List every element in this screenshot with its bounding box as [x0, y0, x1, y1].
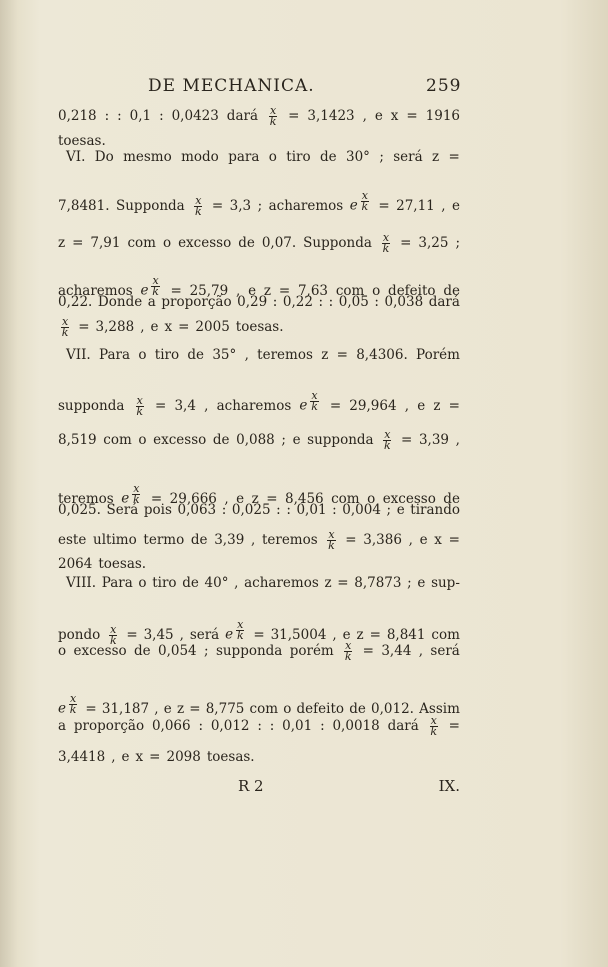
word: 25,79: [189, 282, 229, 299]
word: =: [400, 235, 412, 251]
word: toesas.: [98, 556, 147, 572]
word: proporção: [73, 718, 145, 734]
word: 3,45: [143, 626, 174, 643]
word: ;: [257, 197, 263, 214]
word: e: [417, 575, 426, 591]
word: o: [138, 347, 147, 363]
word: =: [211, 197, 224, 214]
text-line: [58, 428, 460, 452]
word: 3,1423: [307, 108, 355, 124]
word: Supponda: [115, 197, 185, 214]
text-line: [58, 189, 460, 218]
word: e: [342, 626, 351, 643]
word: ,: [250, 532, 256, 548]
text-line: [58, 231, 460, 255]
word: será: [189, 626, 220, 643]
word: toesas.: [58, 133, 106, 149]
word: modo: [181, 149, 219, 165]
word: [341, 641, 355, 662]
word: 3,39: [418, 432, 450, 448]
word: Donde: [97, 294, 143, 310]
word: [58, 317, 72, 338]
word: Supponda: [303, 235, 372, 251]
word: dará: [387, 718, 419, 734]
fraction-x-over-k: $\frac{x}{k}$: [136, 393, 144, 418]
word: =: [336, 347, 348, 363]
word: 0,025.: [58, 502, 101, 518]
word: 2098: [166, 749, 201, 765]
word: defeito: [388, 282, 436, 299]
word: Para: [99, 347, 131, 363]
word: 3,4418: [58, 749, 106, 765]
word: ultimo: [93, 532, 137, 548]
word: :: [198, 718, 203, 734]
word: :: [328, 294, 334, 310]
word: 8,7873: [354, 575, 402, 591]
word: =: [278, 282, 291, 299]
word: 27,11: [396, 197, 435, 214]
word: o: [268, 149, 277, 165]
word: z: [433, 397, 441, 414]
word: 29,964: [349, 397, 397, 414]
word: :: [272, 294, 278, 310]
word: =: [85, 700, 97, 717]
word: =: [378, 197, 390, 214]
word: 3,288: [95, 319, 135, 335]
text-line: [58, 692, 460, 717]
word: defeito: [296, 700, 345, 717]
word: [379, 233, 393, 254]
word: teremos: [257, 347, 313, 363]
word: =: [149, 749, 161, 765]
word: =: [448, 397, 460, 414]
text-line: [58, 748, 460, 766]
word: ,: [362, 108, 367, 124]
word: =: [406, 108, 418, 124]
word: =: [189, 700, 201, 717]
fraction-x-over-k: $\frac{x}{k}$: [61, 315, 69, 339]
word: [133, 393, 147, 418]
word: excesso: [153, 432, 207, 448]
word: 40°: [204, 575, 229, 591]
text-line: [58, 274, 460, 299]
word: 0,038: [384, 294, 424, 310]
word: sup-: [431, 575, 460, 591]
word: Porém: [416, 347, 460, 363]
word: :: [374, 294, 379, 310]
word: ,: [455, 432, 460, 448]
word: e: [292, 432, 301, 448]
word: e: [419, 532, 428, 548]
word: acharemos: [58, 282, 133, 299]
word: de: [349, 700, 366, 717]
word: porém: [289, 643, 334, 659]
word: acharemos: [268, 197, 344, 214]
word: 0,066: [151, 718, 191, 734]
word: teremos: [261, 532, 318, 548]
word: ,: [179, 626, 184, 643]
text-line: [58, 639, 460, 663]
fraction-x-over-k: x k: [236, 618, 244, 642]
text-line: [58, 389, 460, 418]
word: =: [448, 532, 460, 548]
text-line: [58, 574, 460, 592]
word: acharemos: [216, 397, 292, 414]
word: 29,666: [169, 490, 217, 507]
word: =: [288, 108, 300, 124]
word: 0,012.: [371, 700, 414, 717]
word: =: [329, 397, 342, 414]
text-line: [58, 528, 460, 552]
word: VII.: [66, 347, 91, 363]
word: e: [121, 749, 130, 765]
word: e $^{\frac{x}{k}}$: [121, 482, 140, 507]
word: ,: [408, 532, 413, 548]
fraction-x-over-k: x k: [132, 482, 140, 506]
word: 0,218: [58, 108, 97, 124]
word: 2064: [58, 556, 93, 572]
word: para: [228, 149, 260, 165]
text-line: [58, 555, 460, 573]
word: ,: [244, 347, 249, 363]
word: de: [187, 347, 205, 363]
word: proporção: [161, 294, 232, 310]
word: 3,25: [418, 235, 449, 251]
word: dará: [428, 294, 460, 310]
word: ,: [140, 319, 145, 335]
word: =: [150, 490, 163, 507]
word: 8,4306.: [356, 347, 408, 363]
word: 0,088: [236, 432, 275, 448]
word: Assim: [419, 700, 460, 717]
word: acharemos: [244, 575, 319, 591]
word: =: [170, 282, 182, 299]
word: toesas.: [235, 319, 284, 335]
word: =: [362, 643, 374, 659]
word: :: [276, 502, 281, 518]
word: z: [58, 235, 66, 251]
word: [427, 716, 441, 737]
word: supponda: [58, 397, 125, 414]
word: ,: [234, 575, 239, 591]
fraction-x-over-k: x k: [361, 189, 369, 213]
word: o: [138, 432, 147, 448]
word: de: [443, 490, 460, 507]
word: 3,44: [381, 643, 412, 659]
fraction-x-over-k: $\frac{x}{k}$: [109, 622, 117, 647]
word: pois: [143, 502, 172, 518]
fraction-x-over-k: $\frac{x}{k}$: [430, 714, 438, 738]
word: z: [324, 575, 332, 591]
word: =: [448, 149, 460, 165]
word: 3,386: [363, 532, 402, 548]
word: e $^{\frac{x}{k}}$: [349, 189, 369, 214]
word: ,: [404, 397, 410, 414]
text-line: [58, 714, 460, 738]
word: ,: [224, 490, 229, 507]
fraction-x-over-k: $\frac{x}{k}$: [382, 231, 390, 255]
word: com: [103, 432, 132, 448]
word: 0,22: [282, 294, 313, 310]
word: 3,4: [174, 397, 196, 414]
text-line: [58, 148, 460, 166]
word: de: [212, 432, 230, 448]
fraction-x-over-k: x k: [152, 274, 159, 298]
word: =: [266, 490, 278, 507]
word: e $^{\frac{x}{k}}$: [225, 618, 244, 643]
word: ,: [441, 197, 446, 214]
word: [191, 193, 205, 218]
word: [324, 530, 338, 551]
word: 31,187: [101, 700, 150, 717]
word: :: [221, 502, 227, 518]
word: ;: [204, 643, 209, 659]
word: ,: [332, 626, 337, 643]
word: =: [126, 626, 138, 643]
fraction-x-over-k: $\frac{x}{k}$: [328, 528, 335, 552]
word: Do: [94, 149, 114, 165]
word: tiro: [154, 347, 180, 363]
word: tirando: [410, 502, 460, 518]
word: :: [117, 108, 122, 124]
word: VIII.: [66, 575, 97, 591]
word: teremos: [58, 490, 114, 507]
word: 8,775: [205, 700, 245, 717]
word: 0,004: [342, 502, 381, 518]
word: :: [286, 502, 291, 518]
word: o: [162, 235, 172, 251]
word: 0,012: [210, 718, 250, 734]
word: será: [393, 149, 423, 165]
word: x: [164, 319, 173, 335]
text-line: [58, 501, 460, 519]
word: este: [58, 532, 87, 548]
word: 0,22.: [58, 294, 93, 310]
word: 0,07.: [261, 235, 297, 251]
word: e: [163, 700, 172, 717]
word: de: [182, 575, 199, 591]
word: Para: [101, 575, 133, 591]
text-line: [58, 346, 460, 364]
word: [266, 106, 280, 127]
word: a: [147, 294, 156, 310]
text-line: [58, 315, 460, 339]
word: o: [372, 282, 381, 299]
text-line: [58, 104, 460, 128]
word: =: [345, 532, 357, 548]
word: 0,054: [158, 643, 197, 659]
word: 0,01: [282, 718, 313, 734]
word: 8,519: [58, 432, 97, 448]
word: o: [283, 700, 292, 717]
word: ,: [154, 700, 159, 717]
running-header: [140, 76, 470, 100]
word: e: [396, 502, 405, 518]
word: :: [318, 294, 324, 310]
word: tiro: [286, 149, 311, 165]
word: e $^{\frac{x}{k}}$: [140, 274, 159, 299]
word: excesso: [178, 235, 232, 251]
word: z: [263, 282, 272, 299]
word: z: [321, 347, 329, 363]
word: de: [190, 532, 208, 548]
word: supponda: [307, 432, 374, 448]
fraction-x-over-k: x k: [69, 692, 77, 716]
word: VI.: [66, 149, 86, 165]
word: dará: [226, 108, 258, 124]
word: [380, 430, 394, 451]
text-line: [58, 293, 460, 311]
word: de: [134, 643, 151, 659]
word: mesmo: [123, 149, 172, 165]
word: 35°: [212, 347, 237, 363]
word: e: [374, 108, 383, 124]
word: 8,456: [284, 490, 324, 507]
word: :: [257, 718, 262, 734]
word: 7,63: [297, 282, 329, 299]
word: =: [253, 626, 265, 643]
word: e: [236, 490, 245, 507]
word: ;: [379, 149, 384, 165]
word: e $^{\frac{x}{k}}$: [58, 692, 77, 717]
word: 7,91: [90, 235, 121, 251]
word: z: [356, 626, 364, 643]
word: excesso: [73, 643, 127, 659]
text-line: [58, 618, 460, 647]
fraction-x-over-k: $\frac{x}{k}$: [344, 639, 352, 663]
word: 8,841: [386, 626, 426, 643]
word: Será: [106, 502, 139, 518]
word: 0,05: [338, 294, 369, 310]
word: :: [320, 718, 325, 734]
word: supponda: [215, 643, 283, 659]
word: =: [337, 575, 349, 591]
word: o: [367, 490, 376, 507]
word: e: [150, 319, 159, 335]
page-footer: [58, 777, 460, 799]
word: =: [369, 626, 381, 643]
word: com: [127, 235, 156, 251]
word: :: [159, 108, 164, 124]
word: ;: [281, 432, 286, 448]
word: 3,3: [229, 197, 252, 214]
word: x: [135, 749, 144, 765]
word: o: [138, 575, 147, 591]
word: z: [251, 490, 259, 507]
word: pondo: [58, 626, 101, 643]
fraction-x-over-k: x k: [311, 389, 318, 413]
word: a: [58, 718, 67, 734]
word: toesas.: [206, 749, 255, 765]
word: :: [104, 108, 110, 124]
word: ;: [386, 502, 392, 518]
running-title: DE MECHANICA.: [148, 76, 315, 96]
word: =: [72, 235, 84, 251]
word: ,: [236, 282, 241, 299]
word: ,: [204, 397, 209, 414]
text-line: [58, 482, 460, 507]
word: z: [176, 700, 185, 717]
word: com: [335, 282, 365, 299]
word: 0,1: [129, 108, 152, 124]
word: será: [430, 643, 460, 659]
word: de: [443, 282, 460, 299]
word: =: [178, 319, 190, 335]
word: ,: [111, 749, 116, 765]
word: 0,0018: [332, 718, 380, 734]
word: x: [434, 532, 442, 548]
catchword: IX.: [438, 777, 460, 795]
fraction-x-over-k: $\frac{x}{k}$: [383, 428, 391, 452]
fraction-x-over-k: $\frac{x}{k}$: [269, 104, 277, 128]
word: 30°: [346, 149, 370, 165]
word: de: [319, 149, 337, 165]
word: de: [238, 235, 255, 251]
word: x: [390, 108, 399, 124]
word: 1916: [425, 108, 460, 124]
word: :: [269, 718, 275, 734]
word: com: [431, 626, 460, 643]
word: 0,01: [296, 502, 327, 518]
page-number: 259: [426, 76, 462, 96]
word: =: [448, 718, 460, 734]
word: ;: [455, 235, 460, 251]
word: 7,8481.: [58, 197, 110, 214]
word: excesso: [382, 490, 436, 507]
word: :: [332, 502, 337, 518]
word: z: [432, 149, 440, 165]
fraction-x-over-k: $\frac{x}{k}$: [194, 193, 202, 218]
word: o: [58, 643, 67, 659]
word: ;: [407, 575, 412, 591]
word: =: [401, 432, 413, 448]
word: termo: [143, 532, 185, 548]
word: 2005: [195, 319, 230, 335]
word: tiro: [152, 575, 177, 591]
word: 0,29: [237, 294, 268, 310]
word: e: [451, 197, 460, 214]
word: 3,39: [214, 532, 245, 548]
word: com: [249, 700, 279, 717]
word: e $^{\frac{x}{k}}$: [299, 389, 318, 414]
word: ,: [418, 643, 424, 659]
word: 0,025: [231, 502, 271, 518]
word: 31,5004: [270, 626, 327, 643]
word: =: [154, 397, 167, 414]
word: 0,0423: [171, 108, 219, 124]
word: e: [417, 397, 426, 414]
word: =: [78, 319, 90, 335]
signature-mark: R 2: [238, 777, 264, 795]
word: e: [248, 282, 257, 299]
word: com: [331, 490, 360, 507]
word: 0,063: [177, 502, 217, 518]
